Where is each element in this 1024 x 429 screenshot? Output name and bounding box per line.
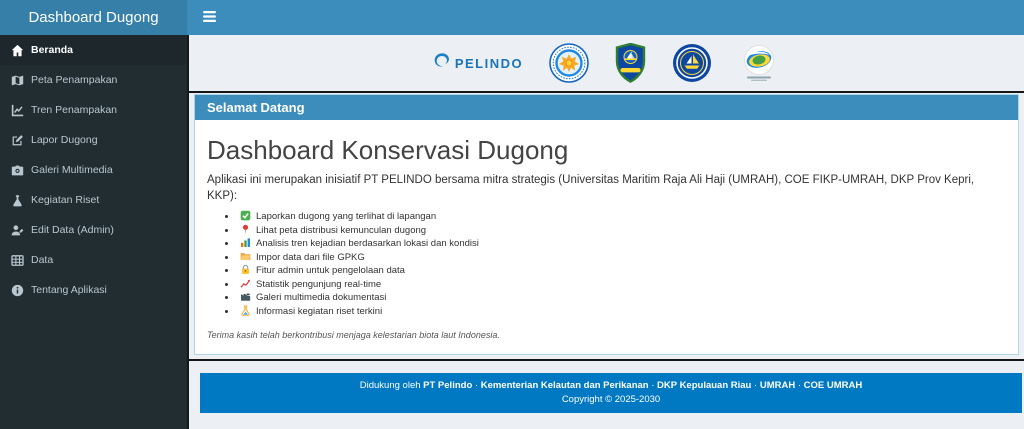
feature-item xyxy=(237,251,1004,265)
sidebar-item-label: Tentang Aplikasi xyxy=(31,284,107,296)
page-title: Dashboard Konservasi Dugong xyxy=(207,135,569,165)
umrah-logo-icon xyxy=(672,43,712,83)
folder-icon xyxy=(240,251,251,265)
hamburger-icon xyxy=(203,9,216,27)
top-navbar xyxy=(0,0,1024,35)
feature-text: Informasi kegiatan riset terkini xyxy=(256,305,383,317)
footer-section xyxy=(189,359,1024,413)
footer-org: DKP Kepulauan Riau xyxy=(657,380,752,392)
sidebar-item-label: Peta Penampakan xyxy=(31,74,118,86)
footer-bar xyxy=(200,373,1022,413)
clapperboard-icon xyxy=(240,291,251,305)
feature-item xyxy=(237,210,1004,224)
check-icon xyxy=(240,210,251,224)
content-area xyxy=(187,35,1024,429)
coe-umrah-logo-icon xyxy=(738,43,780,83)
feature-text: Statistik pengunjung real-time xyxy=(256,278,382,290)
lock-icon xyxy=(240,264,251,278)
feature-text: Laporkan dugong yang terlihat di lapangan xyxy=(256,211,437,223)
panel-body xyxy=(195,120,1018,354)
sidebar-item-label: Kegiatan Riset xyxy=(31,194,100,206)
chart-up-icon xyxy=(240,278,251,292)
feature-item xyxy=(237,264,1004,278)
camera-icon xyxy=(10,164,24,177)
feature-item xyxy=(237,305,1004,319)
pelindo-logo xyxy=(433,52,523,75)
kepri-shield-logo-icon xyxy=(615,43,646,83)
sidebar-toggle-button[interactable] xyxy=(187,0,231,35)
map-icon xyxy=(10,74,24,87)
sidebar-item-data[interactable] xyxy=(0,245,187,275)
feature-text: Fitur admin untuk pengelolaan data xyxy=(256,265,405,277)
home-icon xyxy=(10,44,24,57)
brand-title[interactable]: Dashboard Dugong xyxy=(0,0,187,35)
feature-text: Impor data dari file GPKG xyxy=(256,251,365,263)
pin-icon xyxy=(240,224,251,238)
chart-line-icon xyxy=(10,104,24,117)
feature-item xyxy=(237,291,1004,305)
sidebar-item-label: Lapor Dugong xyxy=(31,134,98,146)
flask-gold-icon xyxy=(240,305,251,319)
feature-text: Lihat peta distribusi kemunculan dugong xyxy=(256,224,427,236)
pelindo-mark-icon xyxy=(433,52,451,75)
main-section xyxy=(189,91,1024,359)
partner-logo-band xyxy=(189,35,1024,91)
table-icon xyxy=(10,254,24,267)
kkp-logo-icon xyxy=(549,43,589,83)
footer-org: Kementerian Kelautan dan Perikanan xyxy=(480,380,649,392)
sidebar-item-label: Data xyxy=(31,254,54,266)
footer-org: PT Pelindo xyxy=(423,380,473,392)
partner-logos xyxy=(549,43,780,83)
footer-credits: Didukung oleh PT Pelindo · Kementerian Kelautan dan Perikanan · DKP Kepulauan Riau · UMRAH · COE UMRAH xyxy=(359,380,863,392)
feature-text: Galeri multimedia dokumentasi xyxy=(256,292,387,304)
sidebar-item-peta-penampakan[interactable] xyxy=(0,65,187,95)
feature-item xyxy=(237,224,1004,238)
sidebar-item-label: Beranda xyxy=(31,44,74,56)
sidebar-item-lapor-dugong[interactable] xyxy=(0,125,187,155)
feature-item xyxy=(237,278,1004,292)
thanks-text: Terima kasih telah berkontribusi menjaga kelestarian biota laut Indonesia. xyxy=(207,330,500,341)
bar-chart-icon xyxy=(240,237,251,251)
feature-list xyxy=(237,210,1004,318)
footer-copyright: Copyright © 2025-2030 xyxy=(561,394,661,406)
intro-text: Aplikasi ini merupakan inisiatif PT PELINDO bersama mitra strategis (Universitas Maritim Raja Ali Haji (UMRAH), COE FIKP-UMRAH, DKP Prov Kepri, KKP): xyxy=(207,173,975,202)
edit-icon xyxy=(10,134,24,147)
info-circle-icon xyxy=(10,284,24,297)
welcome-panel xyxy=(194,94,1019,355)
sidebar-item-label: Galeri Multimedia xyxy=(31,164,113,176)
sidebar-item-edit-data-admin[interactable] xyxy=(0,215,187,245)
user-edit-icon xyxy=(10,224,24,237)
sidebar-item-kegiatan-riset[interactable] xyxy=(0,185,187,215)
footer-org: COE UMRAH xyxy=(803,380,863,392)
sidebar-item-label: Tren Penampakan xyxy=(31,104,117,116)
feature-text: Analisis tren kejadian berdasarkan lokasi dan kondisi xyxy=(256,238,479,250)
panel-header: Selamat Datang xyxy=(195,95,1018,120)
sidebar-item-label: Edit Data (Admin) xyxy=(31,224,114,236)
feature-item xyxy=(237,237,1004,251)
sidebar-item-tren-penampakan[interactable] xyxy=(0,95,187,125)
sidebar xyxy=(0,35,187,429)
footer-org: UMRAH xyxy=(759,380,796,392)
sidebar-item-galeri-multimedia[interactable] xyxy=(0,155,187,185)
sidebar-item-beranda[interactable] xyxy=(0,35,187,65)
pelindo-wordmark: PELINDO xyxy=(454,55,524,71)
flask-icon xyxy=(10,194,24,207)
sidebar-item-tentang-aplikasi[interactable] xyxy=(0,275,187,305)
